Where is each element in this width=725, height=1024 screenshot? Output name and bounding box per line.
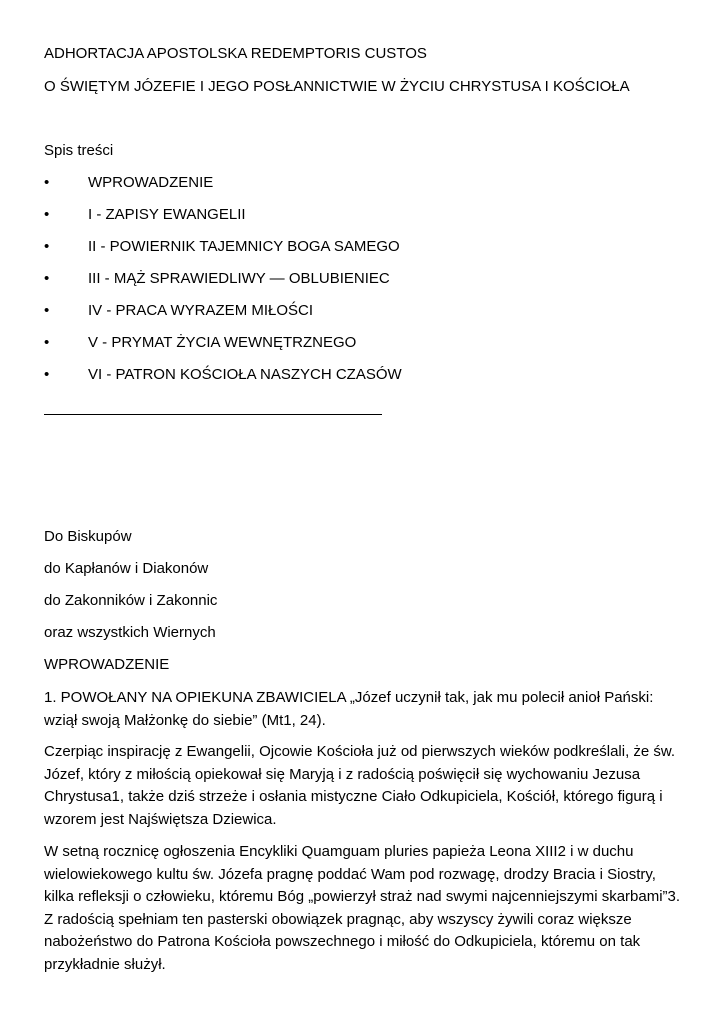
toc-heading: Spis treści: [44, 142, 114, 159]
bullet-icon: •: [44, 334, 50, 351]
bullet-icon: •: [44, 238, 50, 255]
paragraph: Czerpiąc inspirację z Ewangelii, Ojcowie Kościoła już od pierwszych wieków podkreślali, że św. Józef, który z miłością opiekował się Maryją i z radością poświęcił się wychowaniu Jezusa Chrystusa1, także dziś strzeże i osłania mistyczne Ciało Odkupiciela, Kościół, którego figurą i wzorem jest Najświętsza Dziewica.: [44, 743, 676, 828]
address-line: do Kapłanów i Diakonów: [44, 560, 209, 577]
section-heading: WPROWADZENIE: [44, 656, 170, 673]
bullet-icon: •: [44, 206, 50, 223]
bullet-icon: •: [44, 366, 50, 383]
document-subtitle: O ŚWIĘTYM JÓZEFIE I JEGO POSŁANNICTWIE W ŻYCIU CHRYSTUSA I KOŚCIOŁA: [44, 78, 630, 95]
address-line: Do Biskupów: [44, 528, 132, 545]
toc-item-label: I - ZAPISY EWANGELII: [88, 206, 246, 223]
toc-item-label: IV - PRACA WYRAZEM MIŁOŚCI: [88, 302, 314, 319]
toc-item-label: WPROWADZENIE: [88, 174, 214, 191]
toc-item-label: II - POWIERNIK TAJEMNICY BOGA SAMEGO: [88, 238, 400, 255]
bullet-icon: •: [44, 270, 50, 287]
toc-item-label: III - MĄŻ SPRAWIEDLIWY — OBLUBIENIEC: [88, 270, 390, 287]
toc-item-label: V - PRYMAT ŻYCIA WEWNĘTRZNEGO: [88, 334, 357, 351]
address-line: oraz wszystkich Wiernych: [44, 624, 216, 641]
address-line: do Zakonników i Zakonnic: [44, 592, 218, 609]
paragraph: W setną rocznicę ogłoszenia Encykliki Quamguam pluries papieża Leona XIII2 i w duchu wielowiekowego kultu św. Józefa pragnę poddać Wam pod rozwagę, drodzy Bracia i Siostry, kilka refleksji o człowieku, któremu Bóg „powierzył straż nad swymi najcenniejszymi skarbami”3. Z radością spełniam ten pasterski obowiązek pragnąc, aby wszyscy żywili coraz większe nabożeństwo do Patrona Kościoła powszechnego i miłość do Odkupiciela, któremu on tak przykładnie służył.: [44, 843, 681, 973]
paragraph: 1. POWOŁANY NA OPIEKUNA ZBAWICIELA „Józef uczynił tak, jak mu polecił anioł Pański: wziął swoją Małżonkę do siebie” (Mt1, 24).: [44, 689, 654, 729]
toc-item-label: VI - PATRON KOŚCIOŁA NASZYCH CZASÓW: [88, 366, 402, 383]
separator-line: [44, 414, 382, 415]
document-title: ADHORTACJA APOSTOLSKA REDEMPTORIS CUSTOS: [44, 45, 427, 62]
bullet-icon: •: [44, 302, 50, 319]
bullet-icon: •: [44, 174, 50, 191]
